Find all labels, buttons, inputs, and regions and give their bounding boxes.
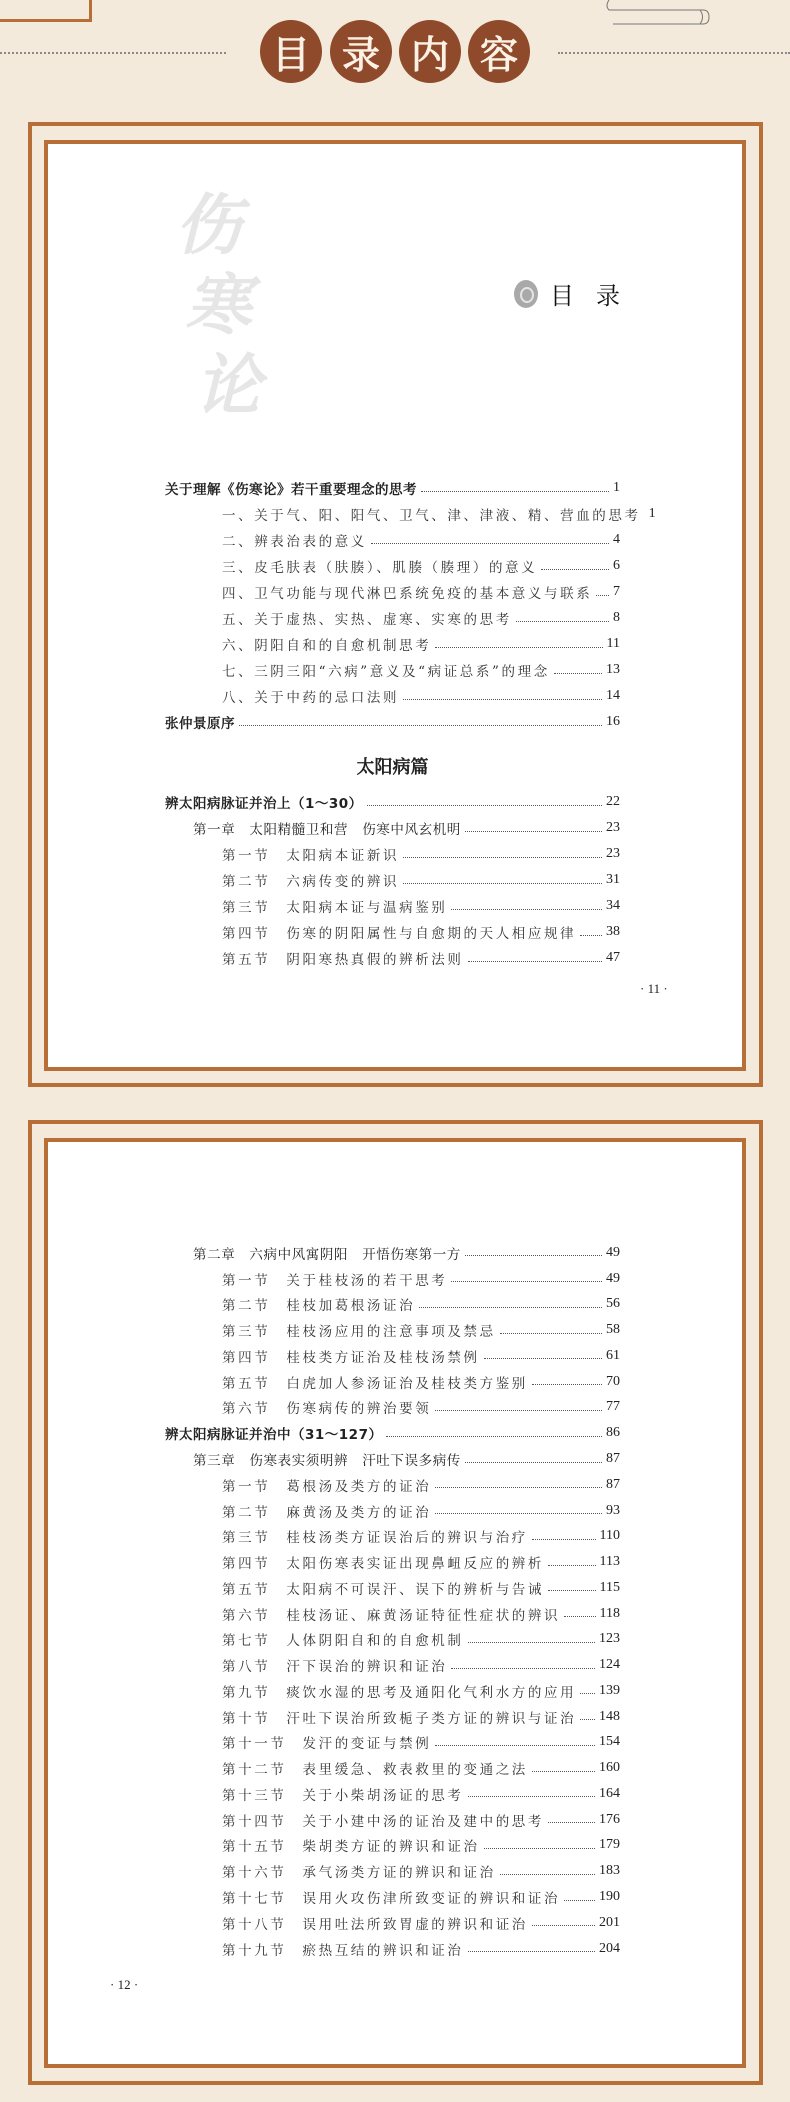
toc-entry[interactable] <box>0 709 620 735</box>
toc-entry-page: 190 <box>599 1889 620 1905</box>
toc-entry-title: 第八节 汗下误治的辨识和证治 <box>222 1659 448 1676</box>
dot-leader <box>596 595 609 596</box>
toc-entry[interactable] <box>0 1730 620 1756</box>
toc-entry-title: 第二节 桂枝加葛根汤证治 <box>222 1298 416 1315</box>
toc-entry-title: 第一节 关于桂枝汤的若干思考 <box>222 1272 448 1289</box>
toc-entry[interactable] <box>0 815 620 841</box>
toc-entry-page: 22 <box>606 794 620 809</box>
dot-leader <box>451 909 602 910</box>
toc-entry-title: 第三章 伤寒表实须明辨 汗吐下误多病传 <box>193 1453 461 1469</box>
toc-entry-title: 第六节 伤寒病传的辨治要领 <box>222 1401 432 1418</box>
part-heading: 太阳病篇 <box>356 757 429 778</box>
dot-leader <box>548 1565 596 1566</box>
dotted-divider-right <box>558 52 790 54</box>
dot-leader <box>465 831 602 832</box>
toc-entry-title: 第三节 桂枝汤应用的注意事项及禁忌 <box>222 1324 496 1341</box>
toc-entry-page: 154 <box>599 1734 620 1750</box>
toc-entry-title: 关于理解《伤寒论》若干重要理念的思考 <box>165 482 417 498</box>
dot-leader <box>580 935 602 936</box>
toc-entry[interactable] <box>0 1446 620 1472</box>
toc-entry[interactable] <box>0 1523 620 1549</box>
dot-leader <box>580 1719 595 1720</box>
toc-entry-title: 第十三节 关于小柴胡汤证的思考 <box>222 1787 464 1804</box>
dot-leader <box>564 1900 595 1901</box>
toc-entry-page: 176 <box>599 1811 620 1827</box>
toc-entry-title: 八、关于中药的忌口法则 <box>222 690 400 706</box>
toc-entry[interactable] <box>0 1240 620 1266</box>
toc-entry[interactable] <box>0 867 620 893</box>
toc-entry-page: 11 <box>606 636 620 651</box>
toc-entry-page: 61 <box>606 1347 620 1363</box>
toc-entry-title: 三、皮毛肤表（肤腠）、肌腠（腠理）的意义 <box>222 560 538 576</box>
toc-entry-page: 1 <box>613 480 620 495</box>
dot-leader <box>435 647 602 648</box>
toc-entry[interactable] <box>0 919 620 945</box>
toc-entry[interactable] <box>0 1266 620 1292</box>
toc-heading <box>514 276 620 311</box>
toc-entry-title: 第五节 太阳病不可误汗、误下的辨析与告诫 <box>222 1581 544 1598</box>
page-number: · 11 · <box>640 981 668 996</box>
banner-char: 容 <box>468 20 530 83</box>
banner-char: 内 <box>399 20 461 83</box>
toc-entry-page: 47 <box>606 950 620 965</box>
toc-entry-title: 第五节 阴阳寒热真假的辨析法则 <box>222 952 464 968</box>
toc-entry-title: 第四节 太阳伤寒表实证出现鼻衄反应的辨析 <box>222 1556 544 1573</box>
toc-entry-page: 124 <box>599 1657 620 1673</box>
toc-entry-page: 4 <box>613 532 620 547</box>
toc-entry-title: 第六节 桂枝汤证、麻黄汤证特征性症状的辨识 <box>222 1607 561 1624</box>
toc-entry-page: 7 <box>613 584 620 599</box>
toc-heading-char: 目 <box>550 282 574 310</box>
dot-leader <box>548 1590 596 1591</box>
toc-entry[interactable] <box>0 1781 620 1807</box>
toc-entry-title: 第十七节 误用火攻伤津所致变证的辨识和证治 <box>222 1891 561 1908</box>
toc-entry-title: 第十四节 关于小建中汤的证治及建中的思考 <box>222 1813 544 1830</box>
dot-leader <box>484 1358 602 1359</box>
toc-entry[interactable] <box>0 1755 620 1781</box>
toc-entry[interactable] <box>0 1395 620 1421</box>
dot-leader <box>421 491 609 492</box>
dot-leader <box>541 569 609 570</box>
toc-entry[interactable] <box>0 1369 620 1395</box>
toc-entry[interactable] <box>0 553 620 579</box>
toc-entry[interactable] <box>0 789 620 815</box>
dotted-divider-left <box>0 52 226 54</box>
dot-leader <box>532 1384 602 1385</box>
dot-leader <box>435 1410 602 1411</box>
dot-leader <box>451 1281 602 1282</box>
dot-leader <box>403 699 602 700</box>
toc-entry-page: 34 <box>606 898 620 913</box>
dot-leader <box>465 1255 602 1256</box>
toc-entry-title: 六、阴阳自和的自愈机制思考 <box>222 638 432 654</box>
toc-entry-title: 第三节 桂枝汤类方证误治后的辨识与治疗 <box>222 1530 528 1547</box>
dot-leader <box>548 1822 595 1823</box>
toc-entry-page: 23 <box>606 820 620 835</box>
toc-entry[interactable] <box>0 1549 620 1575</box>
toc-entry-title: 二、辨表治表的意义 <box>222 534 367 550</box>
toc-entry[interactable] <box>0 1858 620 1884</box>
toc-entry-title: 张仲景原序 <box>165 716 235 732</box>
toc-entry[interactable] <box>0 475 620 501</box>
dot-leader <box>435 1745 595 1746</box>
toc-entry-page: 110 <box>599 1528 620 1544</box>
toc-entry-page: 183 <box>599 1863 620 1879</box>
toc-entry-title: 第一节 太阳病本证新识 <box>222 848 400 864</box>
dot-leader <box>554 673 602 674</box>
toc-entry-page: 201 <box>599 1914 620 1930</box>
toc-entry-title: 四、卫气功能与现代淋巴系统免疫的基本意义与联系 <box>222 586 593 602</box>
toc-entry-page: 16 <box>606 714 620 729</box>
toc-entry-page: 87 <box>606 1476 620 1492</box>
toc-entry-page: 148 <box>599 1708 620 1724</box>
dot-leader <box>500 1333 602 1334</box>
watermark-char: 论 <box>195 346 261 424</box>
toc-entry-page: 6 <box>613 558 620 573</box>
toc-entry-page: 115 <box>599 1579 620 1595</box>
toc-entry-page: 179 <box>599 1837 620 1853</box>
toc-entry-page: 123 <box>599 1631 620 1647</box>
banner-char: 目 <box>260 20 322 83</box>
toc-entry[interactable] <box>0 501 656 527</box>
toc-entry-title: 第二节 麻黄汤及类方的证治 <box>222 1504 432 1521</box>
toc-entry-title: 七、三阴三阳“六病”意义及“病证总系”的理念 <box>222 664 550 680</box>
toc-entry-page: 13 <box>606 662 620 677</box>
toc-entry[interactable] <box>0 657 620 683</box>
dot-leader <box>451 1668 595 1669</box>
toc-entry[interactable] <box>0 1292 620 1318</box>
dot-leader <box>516 621 609 622</box>
toc-entry-page: 164 <box>599 1785 620 1801</box>
toc-entry[interactable] <box>0 579 620 605</box>
toc-entry-page: 87 <box>606 1451 620 1466</box>
dot-leader <box>468 1796 596 1797</box>
toc-intro-list <box>0 475 656 735</box>
toc-entry-page: 204 <box>599 1940 620 1956</box>
toc-entry-title: 第二节 六病传变的辨识 <box>222 874 400 890</box>
toc-entry[interactable] <box>0 1884 620 1910</box>
dot-leader <box>500 1874 595 1875</box>
dot-leader <box>403 883 602 884</box>
dot-leader <box>532 1771 595 1772</box>
toc-entry-page: 31 <box>606 872 620 887</box>
dot-leader <box>468 1642 596 1643</box>
toc-entry-page: 49 <box>606 1244 620 1260</box>
toc-entry-page: 118 <box>599 1605 620 1621</box>
toc-list <box>0 1240 620 1961</box>
dot-leader <box>386 1436 602 1437</box>
toc-entry-title: 第十五节 柴胡类方证的辨识和证治 <box>222 1839 480 1856</box>
toc-entry[interactable] <box>0 1807 620 1833</box>
toc-entry-title: 第二章 六病中风寓阴阳 开悟伤寒第一方 <box>193 1246 461 1263</box>
toc-entry-title: 第五节 白虎加人参汤证治及桂枝类方鉴别 <box>222 1375 528 1392</box>
toc-entry[interactable] <box>0 527 620 553</box>
toc-entry[interactable] <box>0 945 620 971</box>
toc-entry-title: 五、关于虚热、实热、虚寒、实寒的思考 <box>222 612 512 628</box>
toc-entry-page: 14 <box>606 688 620 703</box>
watermark-char: 寒 <box>185 266 251 344</box>
toc-entry-title: 第十八节 误用吐法所致胃虚的辨识和证治 <box>222 1916 528 1933</box>
toc-entry[interactable] <box>0 893 620 919</box>
toc-entry[interactable] <box>0 1704 620 1730</box>
toc-entry[interactable] <box>0 1678 620 1704</box>
toc-entry[interactable] <box>0 605 620 631</box>
scroll-icon <box>605 0 713 25</box>
toc-entry[interactable] <box>0 1420 620 1446</box>
dot-leader <box>419 1307 602 1308</box>
toc-entry-title: 第十九节 瘀热互结的辨识和证治 <box>222 1942 464 1959</box>
toc-heading-char: 录 <box>596 282 620 310</box>
toc-entry-page: 93 <box>606 1502 620 1518</box>
toc-entry-title: 第四节 伤寒的阴阳属性与自愈期的天人相应规律 <box>222 926 577 942</box>
toc-entry-title: 第十一节 发汗的变证与禁例 <box>222 1736 432 1753</box>
toc-entry-title: 第三节 太阳病本证与温病鉴别 <box>222 900 448 916</box>
dot-leader <box>468 1951 596 1952</box>
toc-entry-page: 113 <box>599 1554 620 1570</box>
toc-entry-page: 86 <box>606 1425 620 1441</box>
dot-leader <box>484 1848 595 1849</box>
toc-entry[interactable] <box>0 1833 620 1859</box>
toc-entry-title: 第一节 葛根汤及类方的证治 <box>222 1478 432 1495</box>
dot-leader <box>403 857 602 858</box>
toc-entry[interactable] <box>0 683 620 709</box>
toc-entry[interactable] <box>0 631 620 657</box>
toc-entry[interactable] <box>0 1343 620 1369</box>
toc-entry[interactable] <box>0 1652 620 1678</box>
toc-entry-page: 139 <box>599 1682 620 1698</box>
toc-entry-title: 第十六节 承气汤类方证的辨识和证治 <box>222 1865 496 1882</box>
toc-entry-title: 第十节 汗吐下误治所致栀子类方证的辨识与证治 <box>222 1710 577 1727</box>
dot-leader <box>435 1513 602 1514</box>
dot-leader <box>580 1693 595 1694</box>
title-watermark <box>158 185 278 425</box>
toc-entry[interactable] <box>0 1910 620 1936</box>
dot-leader <box>468 961 603 962</box>
toc-entry[interactable] <box>0 1498 620 1524</box>
toc-entry-page: 77 <box>606 1399 620 1415</box>
toc-entry-title: 一、关于气、阳、阳气、卫气、津、津液、精、营血的思考 <box>222 508 641 524</box>
page-number: · 12 · <box>110 1977 139 1992</box>
watermark-char: 伤 <box>175 186 241 264</box>
toc-entry-title: 第七节 人体阴阳自和的自愈机制 <box>222 1633 464 1650</box>
dot-leader <box>435 1487 602 1488</box>
dot-leader <box>532 1925 595 1926</box>
toc-entry[interactable] <box>0 1936 620 1962</box>
dot-leader <box>239 725 602 726</box>
toc-list <box>0 789 620 971</box>
dot-leader <box>465 1462 602 1463</box>
toc-entry-page: 70 <box>606 1373 620 1389</box>
toc-entry-title: 第十二节 表里缓急、救表救里的变通之法 <box>222 1762 528 1779</box>
toc-entry-page: 49 <box>606 1270 620 1286</box>
toc-entry[interactable] <box>0 1575 620 1601</box>
toc-entry-title: 辨太阳病脉证并治上（1～30） <box>165 796 363 812</box>
toc-entry-page: 38 <box>606 924 620 939</box>
swirl-emblem-icon <box>514 280 538 308</box>
toc-entry[interactable] <box>0 1601 620 1627</box>
toc-entry[interactable] <box>0 841 620 867</box>
toc-entry-title: 辨太阳病脉证并治中（31～127） <box>165 1427 383 1444</box>
toc-entry-page: 23 <box>606 846 620 861</box>
dot-leader <box>367 805 602 806</box>
toc-entry[interactable] <box>0 1472 620 1498</box>
dot-leader <box>371 543 609 544</box>
toc-entry-page: 8 <box>613 610 620 625</box>
toc-entry-page: 160 <box>599 1760 620 1776</box>
dot-leader <box>564 1616 595 1617</box>
dot-leader <box>532 1539 596 1540</box>
toc-entry[interactable] <box>0 1626 620 1652</box>
corner-frame-decoration <box>0 0 92 22</box>
toc-entry-title: 第九节 痰饮水湿的思考及通阳化气利水方的应用 <box>222 1684 577 1701</box>
banner-char: 录 <box>330 20 392 83</box>
toc-entry[interactable] <box>0 1317 620 1343</box>
toc-entry-title: 第四节 桂枝类方证治及桂枝汤禁例 <box>222 1349 480 1366</box>
toc-entry-page: 1 <box>648 506 656 521</box>
toc-entry-page: 58 <box>606 1322 620 1338</box>
toc-entry-title: 第一章 太阳精髓卫和营 伤寒中风玄机明 <box>193 822 461 838</box>
toc-entry-page: 56 <box>606 1296 620 1312</box>
